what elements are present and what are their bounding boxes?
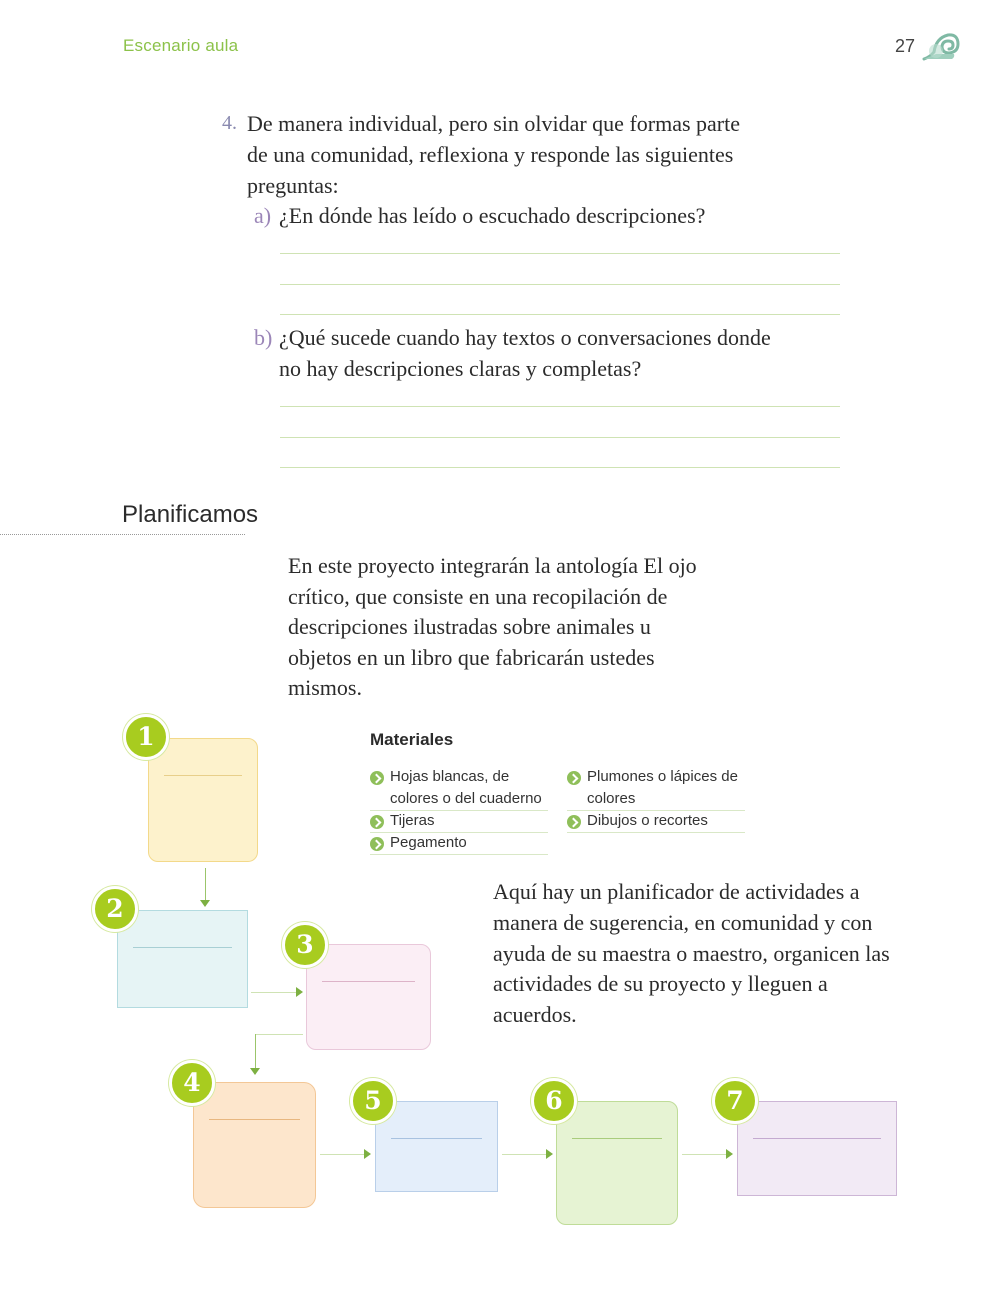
item-text: ¿Qué sucede cuando hay textos o conversaciones donde no hay descripciones claras y completas?: [279, 325, 771, 381]
chevron-right-icon: [567, 771, 581, 785]
connector-line: [255, 1034, 256, 1068]
answer-line[interactable]: [280, 406, 840, 407]
chevron-right-icon: [370, 815, 384, 829]
answer-line[interactable]: [280, 314, 840, 315]
answer-line[interactable]: [280, 467, 840, 468]
connector-line: [682, 1154, 726, 1155]
connector-line: [205, 868, 206, 900]
connector-line: [320, 1154, 364, 1155]
box-line: [322, 981, 415, 982]
materials-title: Materiales: [370, 730, 454, 749]
item-letter: b): [254, 325, 273, 350]
answer-line[interactable]: [280, 284, 840, 285]
box-line: [391, 1138, 482, 1139]
planner-paragraph: Aquí hay un planificador de actividades a manera de sugerencia, en comunidad y con ayuda de su maestra o maestro, organicen las actividades de su proyecto y lleguen a acuerdos.: [493, 879, 890, 1028]
step-badge-3: 3: [282, 922, 328, 968]
snail-icon: [922, 30, 960, 62]
arrow-right-icon: [726, 1149, 733, 1159]
question-4: [222, 108, 842, 201]
question-prompt: De manera individual, pero sin olvidar que formas parte de una comunidad, reflexiona y responde las siguientes preguntas:: [247, 111, 741, 198]
box-line: [209, 1119, 300, 1120]
connector-line: [251, 992, 296, 993]
materials-item: Dibujos o recortes: [567, 810, 745, 833]
planner-box-5[interactable]: [375, 1101, 498, 1192]
question-item-b: [254, 322, 784, 384]
arrow-down-icon: [250, 1068, 260, 1075]
materials-item: Plumones o lápices de colores: [567, 766, 745, 811]
arrow-right-icon: [364, 1149, 371, 1159]
running-head: Escenario aula: [123, 36, 239, 55]
connector-line: [502, 1154, 546, 1155]
step-badge-5: 5: [350, 1078, 396, 1124]
arrow-right-icon: [546, 1149, 553, 1159]
item-letter: a): [254, 203, 272, 228]
box-line: [133, 947, 232, 948]
question-number: 4.: [222, 112, 237, 134]
step-badge-4: 4: [169, 1060, 215, 1106]
box-line: [753, 1138, 881, 1139]
planner-box-4[interactable]: [193, 1082, 316, 1208]
answer-line[interactable]: [280, 437, 840, 438]
step-badge-7: 7: [712, 1078, 758, 1124]
materials-item: Tijeras: [370, 810, 548, 833]
answer-line[interactable]: [280, 253, 840, 254]
page-number: 27: [895, 36, 916, 56]
step-badge-1: 1: [123, 714, 169, 760]
chevron-right-icon: [370, 771, 384, 785]
materials-item: Hojas blancas, de colores o del cuaderno: [370, 766, 548, 811]
arrow-right-icon: [296, 987, 303, 997]
step-badge-2: 2: [92, 886, 138, 932]
connector-line: [255, 1034, 303, 1035]
chevron-right-icon: [567, 815, 581, 829]
planner-box-6[interactable]: [556, 1101, 678, 1225]
planner-box-2[interactable]: [117, 910, 248, 1008]
planner-box-1[interactable]: [148, 738, 258, 862]
box-line: [572, 1138, 662, 1139]
planner-box-7[interactable]: [737, 1101, 897, 1196]
chevron-right-icon: [370, 837, 384, 851]
section-title: Planificamos: [122, 501, 259, 528]
materials-item: Pegamento: [370, 832, 548, 855]
step-badge-6: 6: [531, 1078, 577, 1124]
question-item-a: [254, 200, 814, 231]
item-text: ¿En dónde has leído o escuchado descripciones?: [279, 203, 706, 228]
section-divider: [0, 534, 245, 535]
box-line: [164, 775, 242, 776]
arrow-down-icon: [200, 900, 210, 907]
intro-paragraph: En este proyecto integrarán la antología El ojo crítico, que consiste en una recopilación de descripciones ilustradas sobre animales u objetos en un libro que fabricarán ustedes mismos.: [288, 553, 697, 701]
planner-box-3[interactable]: [306, 944, 431, 1050]
